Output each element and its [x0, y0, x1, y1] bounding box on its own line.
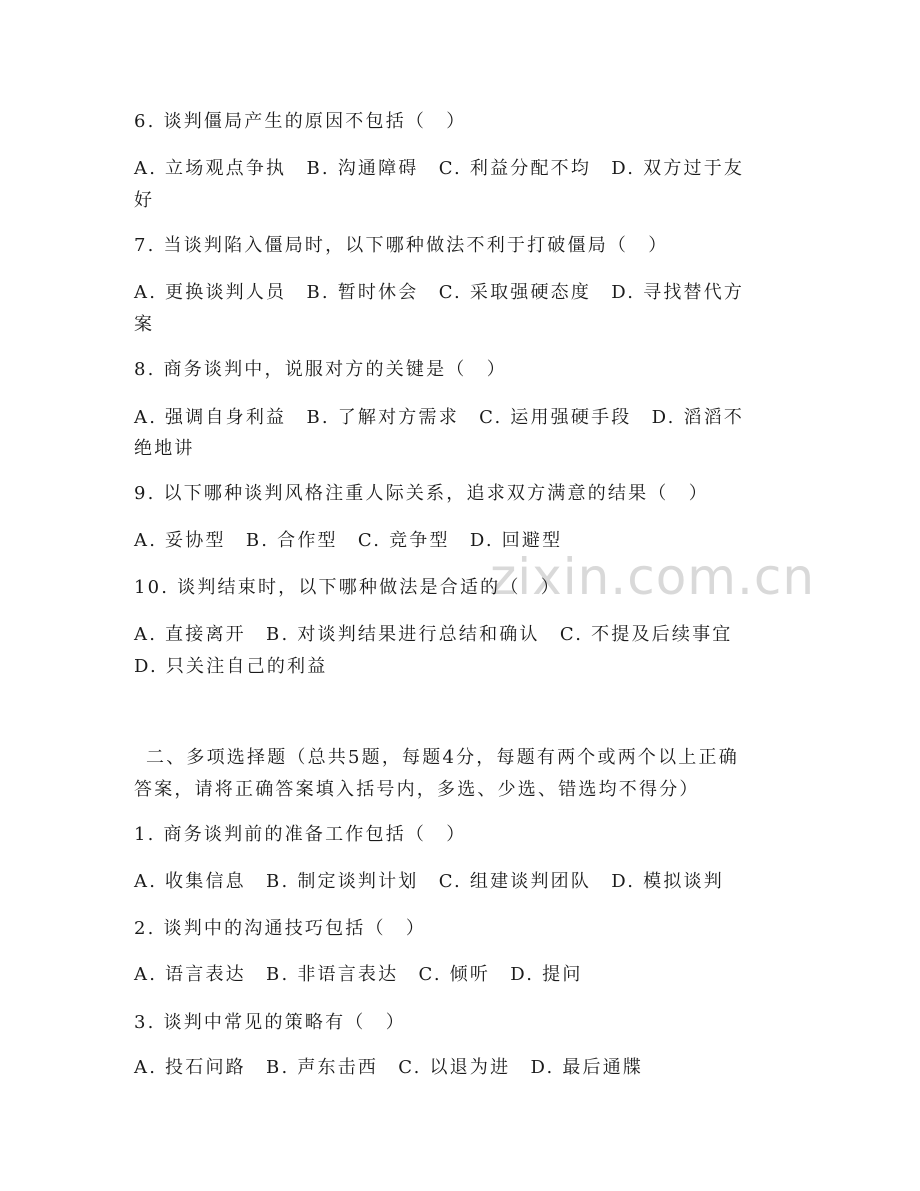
- question-6-options: A. 立场观点争执 B. 沟通障碍 C. 利益分配不均 D. 双方过于友: [134, 158, 745, 179]
- question-10-options-cont: D. 只关注自己的利益: [134, 656, 328, 677]
- question-8-options-cont: 绝地讲: [134, 438, 195, 459]
- question-9-stem: 9. 以下哪种谈判风格注重人际关系，追求双方满意的结果（ ）: [134, 483, 709, 504]
- question-8-stem: 8. 商务谈判中，说服对方的关键是（ ）: [134, 359, 507, 380]
- question-10-stem: 10. 谈判结束时，以下哪种做法是合适的（ ）: [134, 577, 561, 598]
- question-7-options: A. 更换谈判人员 B. 暂时休会 C. 采取强硬态度 D. 寻找替代方: [134, 282, 745, 303]
- question-6-stem: 6. 谈判僵局产生的原因不包括（ ）: [134, 111, 467, 132]
- section-2-heading-cont: 答案，请将正确答案填入括号内，多选、少选、错选均不得分）: [134, 779, 700, 800]
- multi-question-3-stem: 3. 谈判中常见的策略有（ ）: [134, 1012, 406, 1033]
- multi-question-2-stem: 2. 谈判中的沟通技巧包括（ ）: [134, 918, 427, 939]
- question-7-stem: 7. 当谈判陷入僵局时，以下哪种做法不利于打破僵局（ ）: [134, 235, 669, 256]
- multi-question-1-options: A. 收集信息 B. 制定谈判计划 C. 组建谈判团队 D. 模拟谈判: [134, 871, 724, 892]
- multi-question-3-options: A. 投石问路 B. 声东击西 C. 以退为进 D. 最后通牒: [134, 1057, 644, 1078]
- multi-question-2-options: A. 语言表达 B. 非语言表达 C. 倾听 D. 提问: [134, 964, 583, 985]
- watermark: zixin.com.cn: [490, 548, 816, 606]
- question-7-options-cont: 案: [134, 314, 155, 335]
- question-9-options: A. 妥协型 B. 合作型 C. 竞争型 D. 回避型: [134, 530, 563, 551]
- section-2-heading: 二、多项选择题（总共5题，每题4分，每题有两个或两个以上正确: [146, 747, 739, 768]
- question-10-options: A. 直接离开 B. 对谈判结果进行总结和确认 C. 不提及后续事宜: [134, 624, 733, 645]
- question-6-options-cont: 好: [134, 190, 155, 211]
- multi-question-1-stem: 1. 商务谈判前的准备工作包括（ ）: [134, 824, 467, 845]
- question-8-options: A. 强调自身利益 B. 了解对方需求 C. 运用强硬手段 D. 滔滔不: [134, 407, 745, 428]
